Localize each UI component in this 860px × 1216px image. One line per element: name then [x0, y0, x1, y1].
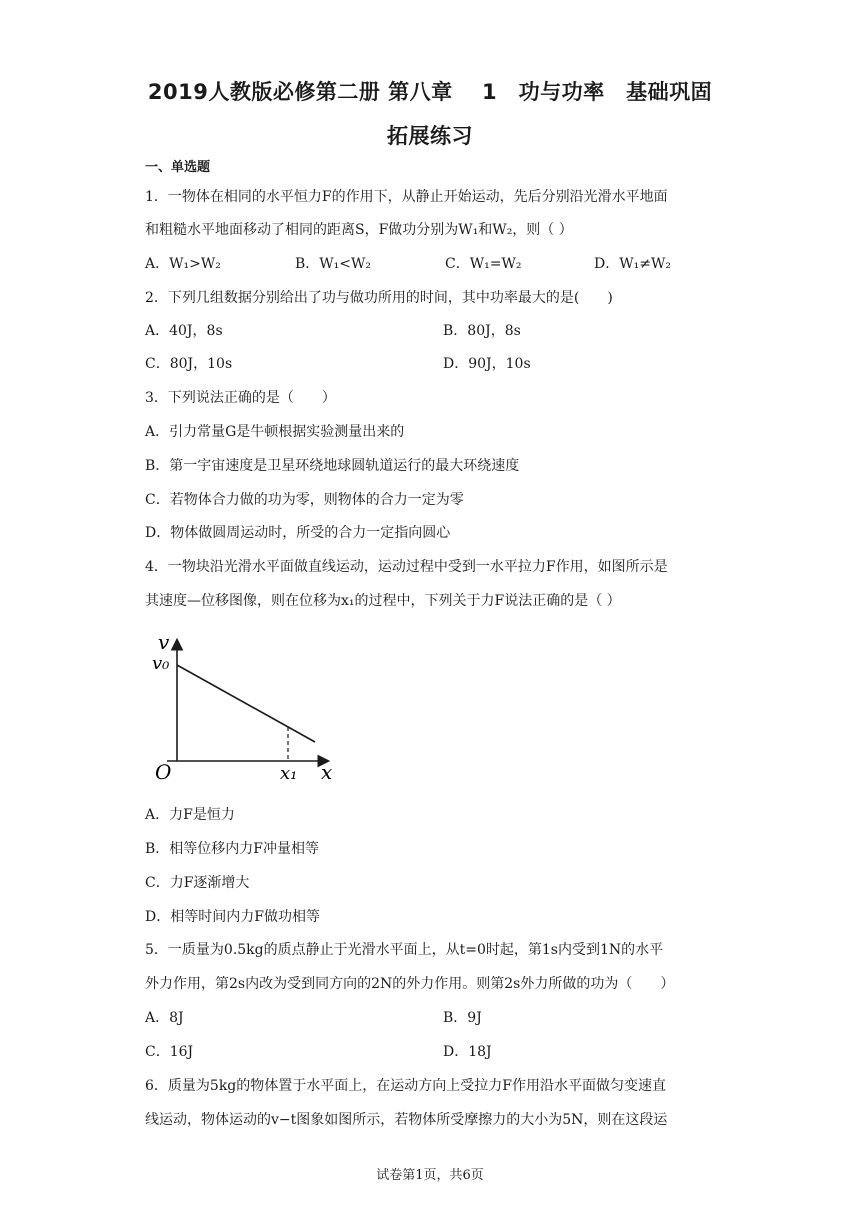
q3-option-a: A．引力常量G是牛顿根据实验测量出来的	[145, 424, 405, 440]
q2-option-a: A．40J，8s	[145, 323, 223, 339]
question-5-line-2: 外力作用，第2s内改为受到同方向的2N的外力作用。则第2s外力所做的功为（ ）	[145, 976, 675, 992]
page-footer: 试卷第1页，共6页	[376, 1168, 484, 1183]
section-heading: 一、单选题	[145, 160, 211, 175]
question-5-line-1: 5．一质量为0.5kg的质点静止于光滑水平面上，从t=0时起，第1s内受到1N的水平	[145, 942, 664, 958]
q2-option-b: B．80J，8s	[443, 323, 521, 339]
q4-option-b: B．相等位移内力F冲量相等	[145, 841, 320, 857]
origin-label: O	[155, 760, 172, 784]
question-3-line-1: 3．下列说法正确的是（ ）	[145, 390, 336, 406]
question-4-line-1: 4．一物块沿光滑水平面做直线运动，运动过程中受到一水平拉力F作用，如图所示是	[145, 559, 668, 575]
q1-option-a: A．W₁>W₂	[145, 256, 221, 272]
page-subtitle: 拓展练习	[387, 124, 473, 148]
q1-option-d: D．W₁≠W₂	[594, 256, 671, 272]
q3-option-b: B．第一宇宙速度是卫星环绕地球圆轨道运行的最大环绕速度	[145, 458, 520, 474]
question-6-line-2: 线运动，物体运动的v−t图象如图所示，若物体所受摩擦力的大小为5N，则在这段运	[145, 1112, 668, 1128]
v0-label: v₀	[152, 653, 170, 674]
question-1-line-2: 和粗糙水平地面移动了相同的距离S，F做功分别为W₁和W₂，则（ ）	[145, 222, 573, 238]
question-2-line-1: 2．下列几组数据分别给出了功与做功所用的时间，其中功率最大的是( )	[145, 290, 613, 306]
question-6-line-1: 6．质量为5kg的物体置于水平面上，在运动方向上受拉力F作用沿水平面做匀变速直	[145, 1078, 666, 1094]
x-axis-label: x	[321, 760, 333, 784]
q5-option-a: A．8J	[145, 1010, 184, 1026]
q5-option-b: B．9J	[443, 1010, 482, 1026]
q4-option-d: D．相等时间内力F做功相等	[145, 909, 320, 925]
q5-option-d: D．18J	[443, 1044, 492, 1060]
q1-option-c: C．W₁=W₂	[445, 256, 522, 272]
q2-option-c: C．80J，10s	[145, 356, 233, 372]
q4-option-c: C．力F逐渐增大	[145, 875, 250, 891]
q3-option-c: C．若物体合力做的功为零，则物体的合力一定为零	[145, 492, 464, 508]
question-1-line-1: 1．一物体在相同的水平恒力F的作用下，从静止开始运动，先后分别沿光滑水平地面	[145, 189, 668, 205]
y-axis-label: v	[158, 630, 170, 654]
question-4-line-2: 其速度—位移图像，则在位移为x₁的过程中，下列关于力F说法正确的是（ ）	[145, 593, 621, 609]
q2-option-d: D．90J，10s	[443, 356, 531, 372]
q5-option-c: C．16J	[145, 1044, 194, 1060]
q4-option-a: A．力F是恒力	[145, 807, 235, 823]
q1-option-b: B．W₁<W₂	[295, 256, 372, 272]
page-title: 2019人教版必修第二册 第八章 1 功与功率 基础巩固	[147, 80, 713, 104]
velocity-line	[177, 665, 315, 742]
velocity-displacement-graph	[145, 625, 345, 785]
x1-label: x₁	[280, 763, 298, 784]
q3-option-d: D．物体做圆周运动时，所受的合力一定指向圆心	[145, 525, 451, 541]
